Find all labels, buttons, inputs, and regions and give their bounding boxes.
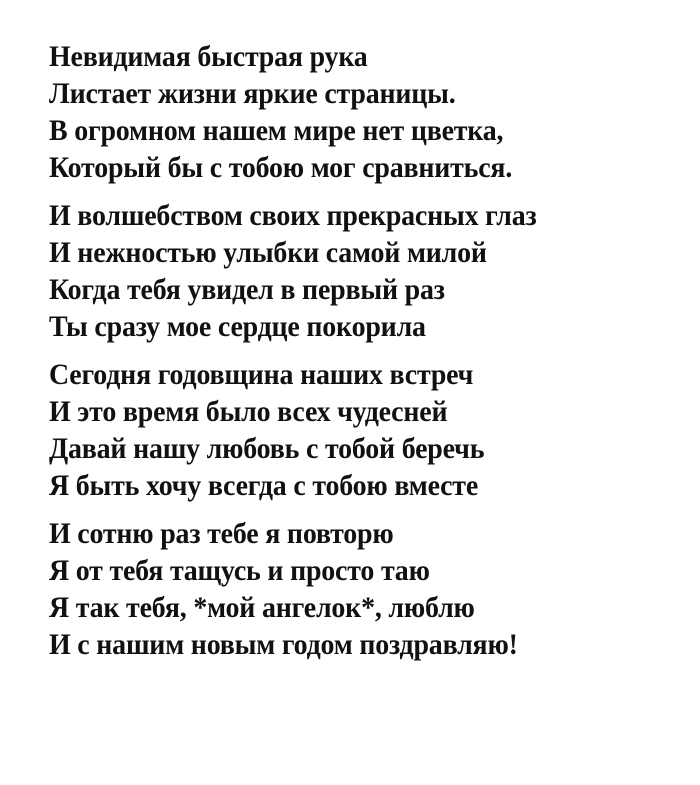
poem-line: Листает жизни яркие страницы.	[49, 77, 456, 110]
stanza-1	[49, 38, 644, 186]
poem-line: И сотню раз тебе я повторю	[49, 517, 394, 550]
poem-line: И волшебством своих прекрасных глаз	[49, 199, 537, 232]
poem-line: И с нашим новым годом поздравляю!	[49, 628, 518, 661]
poem-line: Я так тебя, *мой ангелок*, люблю	[49, 591, 475, 624]
stanza-3	[49, 356, 644, 504]
poem-line: Ты сразу мое сердце покорила	[49, 310, 426, 343]
poem-line: Который бы с тобою мог сравниться.	[49, 151, 513, 184]
poem-line: Невидимая быстрая рука	[49, 40, 368, 73]
poem-line: В огромном нашем мире нет цветка,	[49, 114, 504, 147]
poem-line: Давай нашу любовь с тобой беречь	[49, 432, 485, 465]
poem-line: И это время было всех чудесней	[49, 395, 448, 428]
stanza-4	[49, 515, 644, 663]
poem-line: Когда тебя увидел в первый раз	[49, 273, 445, 306]
poem-line: Я быть хочу всегда с тобою вместе	[49, 469, 479, 502]
poem-line: Я от тебя тащусь и просто таю	[49, 554, 430, 587]
stanza-2	[49, 197, 644, 345]
poem-line: Сегодня годовщина наших встреч	[49, 358, 474, 391]
poem	[49, 38, 644, 674]
poem-line: И нежностью улыбки самой милой	[49, 236, 487, 269]
